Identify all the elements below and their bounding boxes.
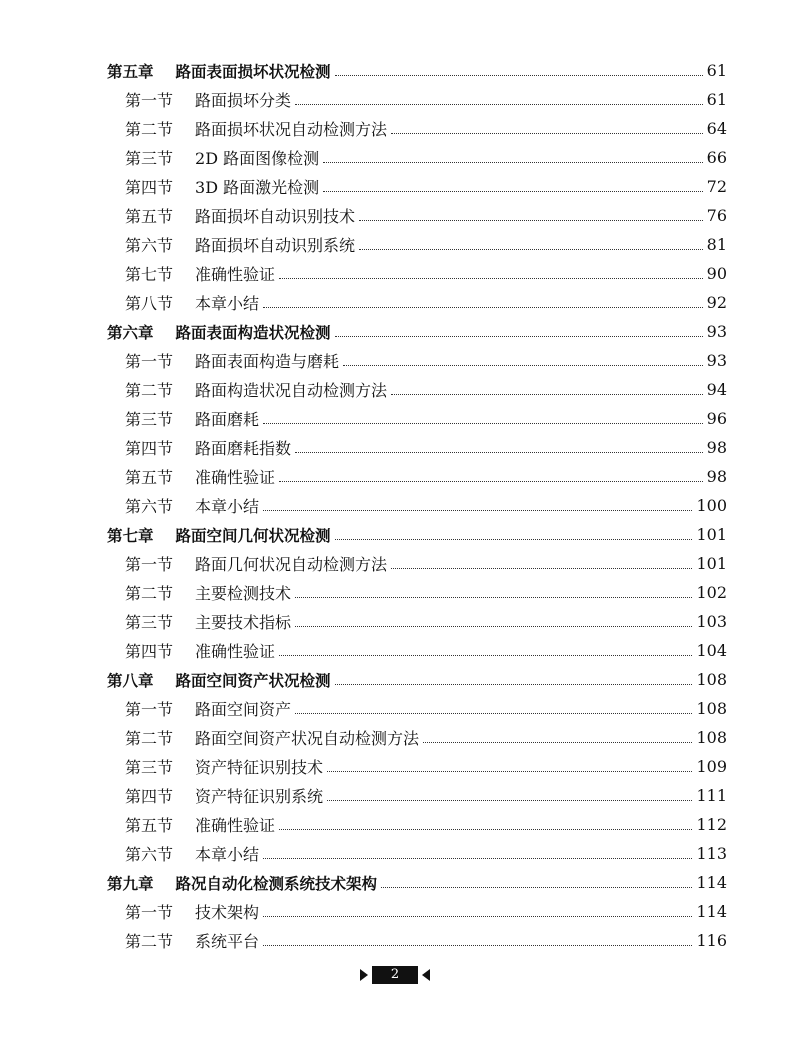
toc-entry-page: 98 [706, 438, 727, 457]
toc-entry-page: 100 [696, 496, 727, 515]
dot-leader [335, 75, 703, 76]
toc-entry-label: 第二节 [125, 120, 174, 139]
toc-entry-page: 96 [706, 409, 727, 428]
toc-entry-label: 第一节 [125, 555, 174, 574]
toc-entry-label: 第二节 [125, 584, 174, 603]
toc-entry-page: 109 [696, 757, 727, 776]
toc-entry-title: 路面空间资产状况自动检测方法 [195, 729, 420, 748]
toc-section-row[interactable] [107, 752, 727, 781]
dot-leader [295, 713, 692, 714]
dot-leader [279, 655, 692, 656]
toc-chapter-row[interactable] [107, 665, 727, 694]
toc-entry-title: 3D 路面激光检测 [195, 178, 320, 197]
dot-leader [279, 829, 692, 830]
toc-entry-title: 系统平台 [195, 932, 260, 951]
toc-entry-title: 2D 路面图像检测 [195, 149, 320, 168]
toc-entry-title: 准确性验证 [195, 642, 276, 661]
toc-chapter-row[interactable] [107, 56, 727, 85]
toc-entry-title: 路面损坏自动识别系统 [195, 236, 356, 255]
toc-entry-page: 116 [696, 931, 727, 950]
toc-entry-title: 路面几何状况自动检测方法 [195, 555, 388, 574]
toc-entry-page: 101 [696, 554, 727, 573]
toc-entry-page: 94 [706, 380, 727, 399]
toc-section-row[interactable] [107, 346, 727, 375]
toc-entry-title: 资产特征识别技术 [195, 758, 324, 777]
dot-leader [279, 278, 703, 279]
toc-entry-label: 第二节 [125, 729, 174, 748]
toc-section-row[interactable] [107, 839, 727, 868]
toc-entry-title: 本章小结 [195, 845, 260, 864]
dot-leader [263, 510, 692, 511]
toc-entry-page: 111 [696, 786, 727, 805]
toc-section-row[interactable] [107, 230, 727, 259]
toc-entry-page: 92 [706, 293, 727, 312]
toc-section-row[interactable] [107, 143, 727, 172]
toc-section-row[interactable] [107, 433, 727, 462]
toc-entry-page: 104 [696, 641, 727, 660]
toc-entry-label: 第八章 [107, 671, 154, 690]
toc-entry-title: 路面磨耗 [195, 410, 260, 429]
toc-section-row[interactable] [107, 462, 727, 491]
toc-entry-page: 101 [696, 525, 727, 544]
toc-entry-page: 90 [706, 264, 727, 283]
toc-section-row[interactable] [107, 549, 727, 578]
toc-entry-title: 资产特征识别系统 [195, 787, 324, 806]
page-footer [0, 966, 790, 984]
dot-leader [279, 481, 703, 482]
toc-section-row[interactable] [107, 723, 727, 752]
toc-entry-page: 114 [696, 902, 727, 921]
toc-entry-label: 第三节 [125, 758, 174, 777]
dot-leader [335, 539, 693, 540]
toc-entry-label: 第五节 [125, 207, 174, 226]
left-triangle-icon [422, 969, 430, 981]
dot-leader [359, 249, 703, 250]
toc-entry-label: 第五节 [125, 816, 174, 835]
toc-section-row[interactable] [107, 201, 727, 230]
toc-entry-label: 第六节 [125, 497, 174, 516]
dot-leader [423, 742, 692, 743]
toc-chapter-row[interactable] [107, 520, 727, 549]
right-triangle-icon [360, 969, 368, 981]
toc-entry-label: 第六节 [125, 236, 174, 255]
dot-leader [323, 191, 703, 192]
toc-entry-label: 第七节 [125, 265, 174, 284]
toc-entry-title: 路面表面构造与磨耗 [195, 352, 340, 371]
toc-entry-page: 61 [706, 61, 727, 80]
toc-entry-label: 第一节 [125, 903, 174, 922]
toc-section-row[interactable] [107, 897, 727, 926]
toc-entry-label: 第二节 [125, 381, 174, 400]
toc-entry-label: 第六章 [107, 323, 154, 342]
toc-section-row[interactable] [107, 85, 727, 114]
table-of-contents [107, 56, 727, 955]
toc-entry-label: 第八节 [125, 294, 174, 313]
toc-entry-page: 112 [696, 815, 727, 834]
toc-entry-title: 主要检测技术 [195, 584, 292, 603]
toc-section-row[interactable] [107, 172, 727, 201]
toc-entry-title: 路面损坏状况自动检测方法 [195, 120, 388, 139]
dot-leader [295, 104, 703, 105]
toc-entry-page: 72 [706, 177, 727, 196]
toc-entry-title: 本章小结 [195, 294, 260, 313]
toc-entry-title: 路面磨耗指数 [195, 439, 292, 458]
toc-entry-title: 路面损坏分类 [195, 91, 292, 110]
toc-section-row[interactable] [107, 114, 727, 143]
toc-entry-page: 93 [706, 322, 727, 341]
dot-leader [295, 452, 703, 453]
toc-entry-page: 113 [696, 844, 727, 863]
toc-entry-label: 第二节 [125, 932, 174, 951]
toc-entry-title: 准确性验证 [195, 816, 276, 835]
toc-entry-title: 路面空间资产状况检测 [175, 671, 331, 690]
toc-entry-page: 108 [696, 728, 727, 747]
toc-section-row[interactable] [107, 491, 727, 520]
toc-section-row[interactable] [107, 636, 727, 665]
toc-section-row[interactable] [107, 810, 727, 839]
toc-entry-title: 准确性验证 [195, 265, 276, 284]
toc-entry-page: 108 [696, 670, 727, 689]
toc-entry-page: 61 [706, 90, 727, 109]
dot-leader [391, 568, 692, 569]
toc-entry-title: 路面构造状况自动检测方法 [195, 381, 388, 400]
toc-entry-label: 第四节 [125, 787, 174, 806]
toc-entry-label: 第三节 [125, 410, 174, 429]
toc-entry-label: 第六节 [125, 845, 174, 864]
toc-section-row[interactable] [107, 607, 727, 636]
toc-entry-title: 路面空间资产 [195, 700, 292, 719]
dot-leader [381, 887, 692, 888]
dot-leader [263, 307, 703, 308]
page-number: 2 [372, 966, 418, 984]
toc-entry-title: 主要技术指标 [195, 613, 292, 632]
dot-leader [323, 162, 703, 163]
toc-entry-label: 第四节 [125, 439, 174, 458]
toc-entry-label: 第一节 [125, 352, 174, 371]
toc-entry-label: 第五节 [125, 468, 174, 487]
toc-entry-title: 本章小结 [195, 497, 260, 516]
toc-entry-title: 路况自动化检测系统技术架构 [175, 874, 378, 893]
dot-leader [327, 800, 692, 801]
toc-section-row[interactable] [107, 404, 727, 433]
toc-entry-page: 98 [706, 467, 727, 486]
toc-section-row[interactable] [107, 259, 727, 288]
toc-entry-label: 第一节 [125, 91, 174, 110]
toc-entry-label: 第三节 [125, 613, 174, 632]
dot-leader [335, 336, 703, 337]
dot-leader [359, 220, 703, 221]
dot-leader [391, 133, 703, 134]
toc-entry-label: 第一节 [125, 700, 174, 719]
dot-leader [295, 626, 692, 627]
toc-entry-title: 路面表面构造状况检测 [175, 323, 331, 342]
toc-entry-label: 第四节 [125, 178, 174, 197]
toc-section-row[interactable] [107, 578, 727, 607]
toc-entry-page: 102 [696, 583, 727, 602]
dot-leader [263, 423, 703, 424]
toc-entry-title: 路面表面损坏状况检测 [175, 62, 331, 81]
dot-leader [391, 394, 703, 395]
toc-entry-label: 第三节 [125, 149, 174, 168]
toc-chapter-row[interactable] [107, 317, 727, 346]
toc-entry-label: 第五章 [107, 62, 154, 81]
toc-section-row[interactable] [107, 694, 727, 723]
toc-chapter-row[interactable] [107, 868, 727, 897]
toc-section-row[interactable] [107, 926, 727, 955]
toc-entry-page: 64 [706, 119, 727, 138]
dot-leader [335, 684, 693, 685]
dot-leader [263, 916, 692, 917]
dot-leader [263, 945, 692, 946]
toc-entry-page: 93 [706, 351, 727, 370]
toc-entry-page: 108 [696, 699, 727, 718]
dot-leader [343, 365, 703, 366]
toc-entry-title: 路面空间几何状况检测 [175, 526, 331, 545]
toc-entry-page: 81 [706, 235, 727, 254]
toc-section-row[interactable] [107, 781, 727, 810]
dot-leader [295, 597, 692, 598]
toc-entry-page: 66 [706, 148, 727, 167]
dot-leader [327, 771, 692, 772]
toc-entry-label: 第四节 [125, 642, 174, 661]
toc-entry-page: 114 [696, 873, 727, 892]
toc-entry-title: 准确性验证 [195, 468, 276, 487]
toc-entry-label: 第七章 [107, 526, 154, 545]
dot-leader [263, 858, 692, 859]
toc-section-row[interactable] [107, 288, 727, 317]
toc-entry-page: 76 [706, 206, 727, 225]
toc-entry-label: 第九章 [107, 874, 154, 893]
toc-entry-title: 路面损坏自动识别技术 [195, 207, 356, 226]
toc-entry-page: 103 [696, 612, 727, 631]
toc-section-row[interactable] [107, 375, 727, 404]
toc-entry-title: 技术架构 [195, 903, 260, 922]
